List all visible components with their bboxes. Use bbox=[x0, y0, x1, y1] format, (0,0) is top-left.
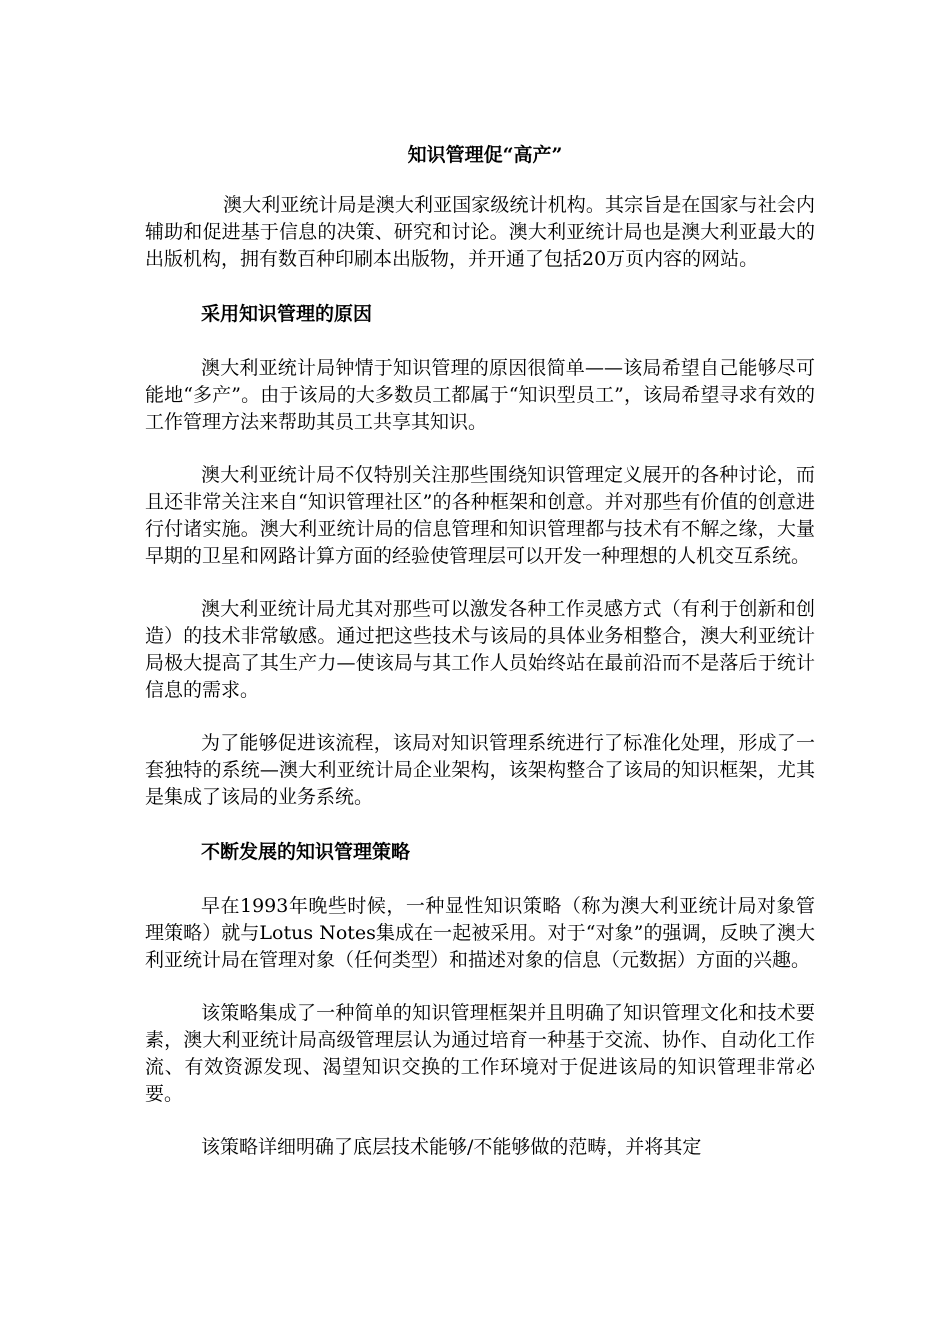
section-heading-reasons: 采用知识管理的原因 bbox=[201, 303, 373, 325]
paragraph-reasons-2: 澳大利亚统计局不仅特别关注那些围绕知识管理定义展开的各种讨论，而且还非常关注来自“知识管理社区”的各种框架和创意。并对那些有价值的创意进行付诸实施。澳大利亚统计局的信息管理和知识管理都与技术有不解之缘，大量早期的卫星和网路计算方面的经验使管理层可以开发一种理想的人机交互系统。 bbox=[145, 464, 815, 567]
section-heading-strategy: 不断发展的知识管理策略 bbox=[201, 841, 411, 863]
document-title: 知识管理促“高产” bbox=[407, 144, 563, 166]
paragraph-intro: 澳大利亚统计局是澳大利亚国家级统计机构。其宗旨是在国家与社会内辅助和促进基于信息的决策、研究和讨论。澳大利亚统计局也是澳大利亚最大的出版机构，拥有数百种印刷本出版物，并开通了包括20万页内容的网站。 bbox=[145, 194, 815, 270]
paragraph-reasons-3: 澳大利亚统计局尤其对那些可以激发各种工作灵感方式（有利于创新和创造）的技术非常敏感。通过把这些技术与该局的具体业务相整合，澳大利亚统计局极大提高了其生产力—使该局与其工作人员始终站在最前沿而不是落后于统计信息的需求。 bbox=[145, 598, 815, 701]
paragraph-strategy-2: 该策略集成了一种简单的知识管理框架并且明确了知识管理文化和技术要素，澳大利亚统计局高级管理层认为通过培育一种基于交流、协作、自动化工作流、有效资源发现、渴望知识交换的工作环境对于促进该局的知识管理非常必要。 bbox=[145, 1002, 815, 1105]
paragraph-strategy-3: 该策略详细明确了底层技术能够/不能够做的范畴，并将其定 bbox=[201, 1136, 702, 1158]
paragraph-reasons-4: 为了能够促进该流程，该局对知识管理系统进行了标准化处理，形成了一套独特的系统—澳大利亚统计局企业架构，该架构整合了该局的知识框架，尤其是集成了该局的业务系统。 bbox=[145, 732, 815, 808]
paragraph-strategy-1: 早在1993年晚些时候，一种显性知识策略（称为澳大利亚统计局对象管理策略）就与Lotus Notes集成在一起被采用。对于“对象”的强调，反映了澳大利亚统计局在管理对象（任何类型）和描述对象的信息（元数据）方面的兴趣。 bbox=[145, 895, 815, 971]
paragraph-reasons-1: 澳大利亚统计局钟情于知识管理的原因很简单——该局希望自己能够尽可能地“多产”。由于该局的大多数员工都属于“知识型员工”，该局希望寻求有效的工作管理方法来帮助其员工共享其知识。 bbox=[145, 357, 815, 433]
document-page bbox=[145, 140, 815, 1187]
